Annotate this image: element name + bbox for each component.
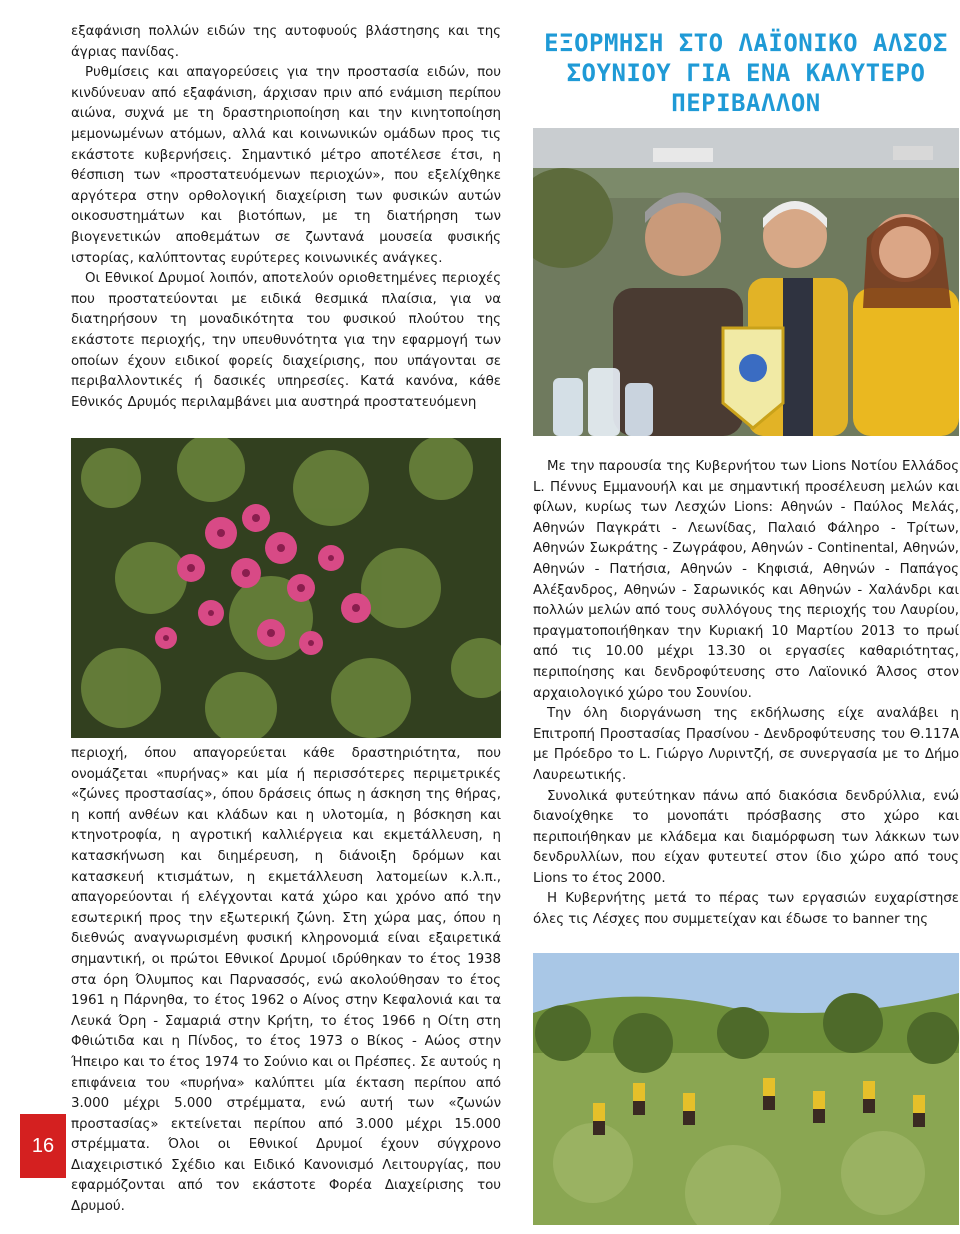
paragraph: Με την παρουσία της Κυβερνήτου των Lions Νοτίου Ελλάδος L. Πέννυς Εμμανουήλ και με σημαντική προσέλευση μελών και φίλων, κυρίως των Λεσχών Lions: Αθηνών - Παύλος Μελάς, Αθηνών Παγκράτι - Λεωνίδας, Παλαιό Φάληρο - Τρίτων, Αθηνών Σωκράτης - Ζωγράφου, Αθηνών - Continental, Αθηνών, Αθηνών - Πατήσια, Αθηνών - Κηφισιά, Αθηνών - Παπάγος Αλέξανδρος, Αθηνών - Σαρωνικός και Αθηνών - Χαλάνδρι και πολλών μελών από τους συλλόγους της περιοχής του Λαυρίου, πραγματοποιήθηκαν την Κυριακή 10 Μαρτίου 2013 το πρωί από τις 10.00 μέχρι 13.30 οι εργασίες καθαριότητας, περιποίησης και δενδροφύτευσης στο Λαϊονικό Άλσος στον αρχαιολογικό χώρο του Σουνίου. [533, 459, 959, 701]
paragraph: εξαφάνιση πολλών ειδών της αυτοφυούς βλάστησης και της άγριας πανίδας. [71, 24, 501, 60]
paragraph: Οι Εθνικοί Δρυμοί λοιπόν, αποτελούν οριοθετημένες περιοχές που προστατεύονται με ειδικά θεσμικά πλαίσια, για να διατηρήσουν τη μοναδικότητα του φυσικού πλούτου της εκάστοτε περιοχής, την υπευθυνότητα για την εφαρμογή των οποίων έχουν ειδικοί φορείς διαχείρισης, που υπάγονται σε περιβαλλοντικές ή δασικές υπηρεσίες. Κατά κανόνα, κάθε Εθνικός Δρυμός περιλαμβάνει μια αυστηρά προστατευόμενη [71, 271, 501, 410]
page-number: 16 [20, 1114, 66, 1178]
paragraph: Η Κυβερνήτης μετά το πέρας των εργασιών ευχαρίστησε όλες τις Λέσχες που συμμετείχαν και έδωσε το banner της [533, 891, 959, 928]
paragraph: περιοχή, όπου απαγορεύεται κάθε δραστηριότητα, που ονομάζεται «πυρήνας» και μία ή περισσότερες περιμετρικές «ζώνες προστασίας», όπου δράσεις όπως η άσκηση της θήρας, η κοπή ανθέων και κλάδων και η υλοτομία, η βόσκηση και κτηνοτροφία, η αγροτική καλλιέργεια και εκμετάλλευση, η κατασκήνωση και διημέρευση, η διάνοιξη δρόμων και κατασκευή κτισμάτων, η εκμετάλλευση λατομείων κ.λ.π., απαγορεύονται ή ελέγχονται κατά χώρο και χρόνο από την εσωτερική προς την εξωτερική ζώνη. Στη χώρα μας, όπου η διεθνώς αναγνωρισμένη φυσική κληρονομιά είναι εξαιρετικά σημαντική, οι πρώτοι Εθνικοί Δρυμοί ιδρύθηκαν το έτος 1938 στα όρη Όλυμπος και Παρνασσός, ενώ ακολούθησαν το έτος 1961 η Πάρνηθα, το έτος 1962 ο Αίνος στην Κεφαλονιά και τα Λευκά Όρη - Σαμαριά στην Κρήτη, το έτος 1966 η Οίτη στη Φθιώτιδα και η Πίνδος, το έτος 1973 ο Βίκος - Αώος στην Ήπειρο και το έτος 1974 το Σούνιο και οι Πρέσπες. Σε αυτούς η επιφάνεια του «πυρήνα» καλύπτει μία έκταση περίπου από 3.000 μέχρι 5.000 στρέμματα, ενώ αυτή των «ζωνών προστασίας» εκτείνεται περίπου από 3.000 μέχρι 15.000 στρέμματα. Όλοι οι Εθνικοί Δρυμοί έχουν σύγχρονο Διαχειριστικό Σχέδιο και Ειδικό Κανονισμό Λειτουργίας, που εφαρμόζονται από τον εκάστοτε Φορέα Διαχείρισης του Δρυμού. [71, 746, 501, 1215]
tree-planting-hillside-photo [533, 953, 959, 1225]
left-column-top-text [71, 22, 501, 413]
article-title: ΕΞΟΡΜΗΣΗ ΣΤΟ ΛΑΪΟΝΙΚΟ ΑΛΣΟΣ ΣΟΥΝΙΟΥ ΓΙΑ ΕΝΑ ΚΑΛΥΤΕΡΟ ΠΕΡΙΒΑΛΛΟΝ [544, 29, 948, 117]
right-column-text [533, 457, 959, 931]
paragraph: Συνολικά φυτεύτηκαν πάνω από διακόσια δενδρύλλια, ενώ διανοίχθηκε το μονοπάτι πρόσβασης στο χώρο και περιποιήθηκαν με κλάδεμα και διαμόρφωση των λάκκων των δενδρυλλίων, που είχαν φυτευτεί στον ίδιο χώρο από τους Lions το έτος 2000. [533, 788, 959, 886]
lions-members-photo [533, 128, 959, 436]
paragraph: Την όλη διοργάνωση της εκδήλωσης είχε αναλάβει η Επιτροπή Προστασίας Πρασίνου - Δενδροφύτευσης του Θ.117Α με Πρόεδρο το L. Γιώργο Λυριντζή, σε συνεργασία με το Δήμο Λαυρεωτικής. [533, 706, 959, 783]
pink-wildflowers-photo [71, 438, 501, 738]
left-column-bottom-text [71, 744, 501, 1218]
paragraph: Ρυθμίσεις και απαγορεύσεις για την προστασία ειδών, που κινδύνευαν από εξαφάνιση, άρχισαν πριν από ενάμιση περίπου αιώνα, συχνά με τη δραστηριοποίηση και την κινητοποίηση μεμονωμένων ατόμων, αλλά και κοινωνικών ομάδων προς τις εκάστοτε κυβερνήσεις. Σημαντικό μέτρο αποτέλεσε έτσι, η θέσπιση των «προστατευόμενων περιοχών», που εξελίχθηκε αργότερα στην ορθολογική διαχείριση των φυσικών αυτών οικοσυστημάτων και βιοτόπων, με τη διατήρηση των βιογενετικών αποθεμάτων σε ζωντανά μουσεία φυσικής ιστορίας, καλύπτοντας ευρύτερες κοινωνικές ανάγκες. [71, 65, 501, 266]
